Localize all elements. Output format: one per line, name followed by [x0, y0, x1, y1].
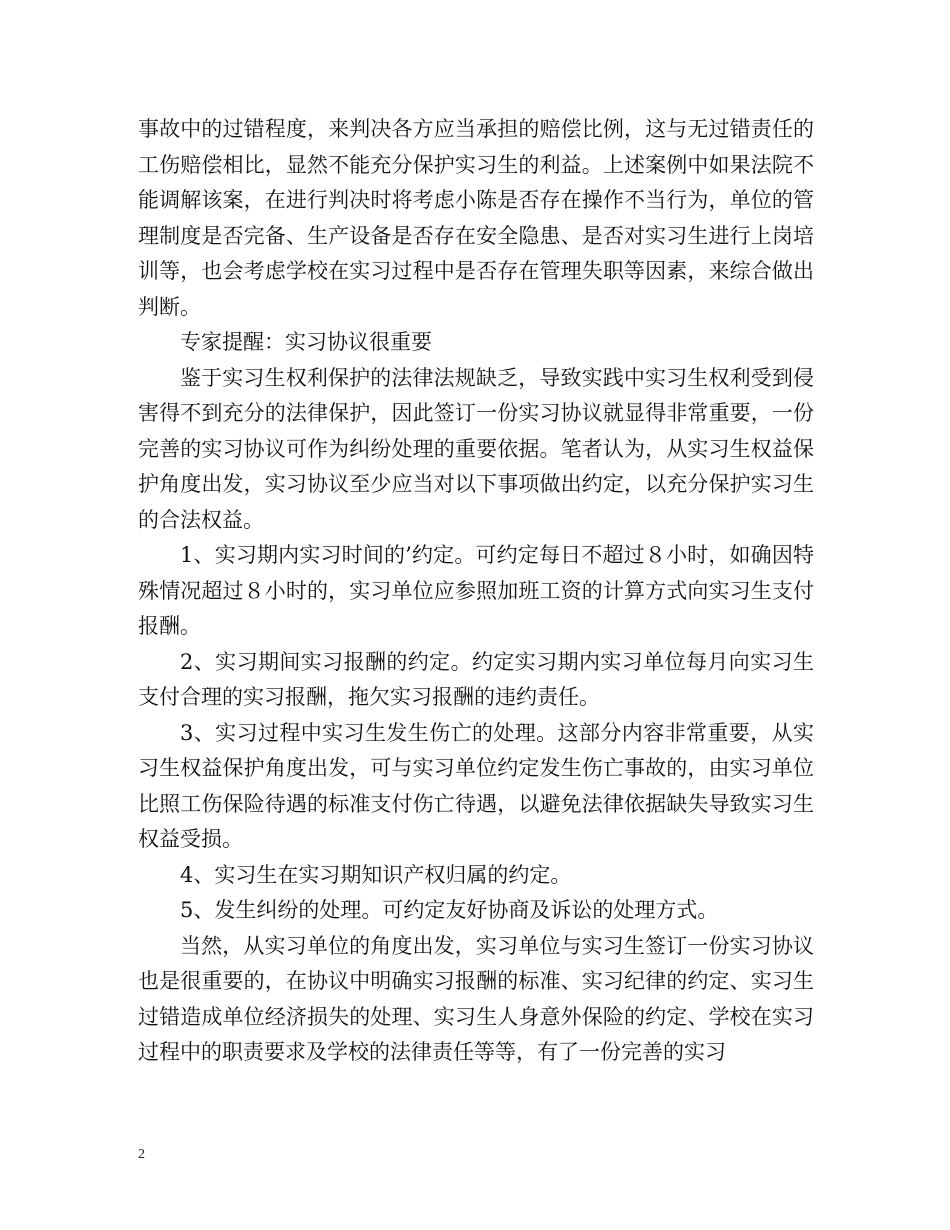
- paragraph-2-heading: 专家提醒：实习协议很重要: [180, 330, 432, 354]
- paragraph-3: 鉴于实习生权利保护的法律法规缺乏，导致实践中实习生权利受到侵害得不到充分的法律保护，因此签订一份实习协议就显得非常重要，一份完善的实习协议可作为纠纷处理的重要依据。笔者认为，从实习生权益保护角度出发，实习协议至少应当对以下事项做出约定，以充分保护实习生的合法权益。: [138, 365, 814, 532]
- paragraph-1: 事故中的过错程度，来判决各方应当承担的赔偿比例，这与无过错责任的工伤赔偿相比，显然不能充分保护实习生的利益。上述案例中如果法院不能调解该案，在进行判决时将考虑小陈是否存在操作不当行为，单位的管理制度是否完备、生产设备是否存在安全隐患、是否对实习生进行上岗培训等，也会考虑学校在实习过程中是否存在管理失职等因素，来综合做出判断。: [138, 117, 814, 319]
- document-body: [138, 112, 814, 1071]
- paragraph-5-item-2: 2、实习期间实习报酬的约定。约定实习期内实习单位每月向实习生支付合理的实习报酬，拖欠实习报酬的违约责任。: [138, 649, 814, 709]
- paragraph-9: 当然，从实习单位的角度出发，实习单位与实习生签订一份实习协议也是很重要的，在协议中明确实习报酬的标准、实习纪律的约定、实习生过错造成单位经济损失的处理、实习生人身意外保险的约定、学校在实习过程中的职责要求及学校的法律责任等等，有了一份完善的实习: [138, 933, 814, 1064]
- paragraph-8-item-5: 5、发生纠纷的处理。可约定友好协商及诉讼的处理方式。: [180, 898, 719, 922]
- page-number: 2: [138, 1147, 145, 1162]
- paragraph-4-item-1: 1、实习期内实习时间的’约定。可约定每日不超过８小时，如确因特殊情况超过８小时的，实习单位应参照加班工资的计算方式向实习生支付报酬。: [138, 543, 814, 638]
- paragraph-7-item-4: 4、实习生在实习期知识产权归属的约定。: [180, 862, 572, 887]
- paragraph-6-item-3: 3、实习过程中实习生发生伤亡的处理。这部分内容非常重要，从实习生权益保护角度出发，可与实习单位约定发生伤亡事故的，由实习单位比照工伤保险待遇的标准支付伤亡待遇，以避免法律依据缺失导致实习生权益受损。: [138, 720, 814, 851]
